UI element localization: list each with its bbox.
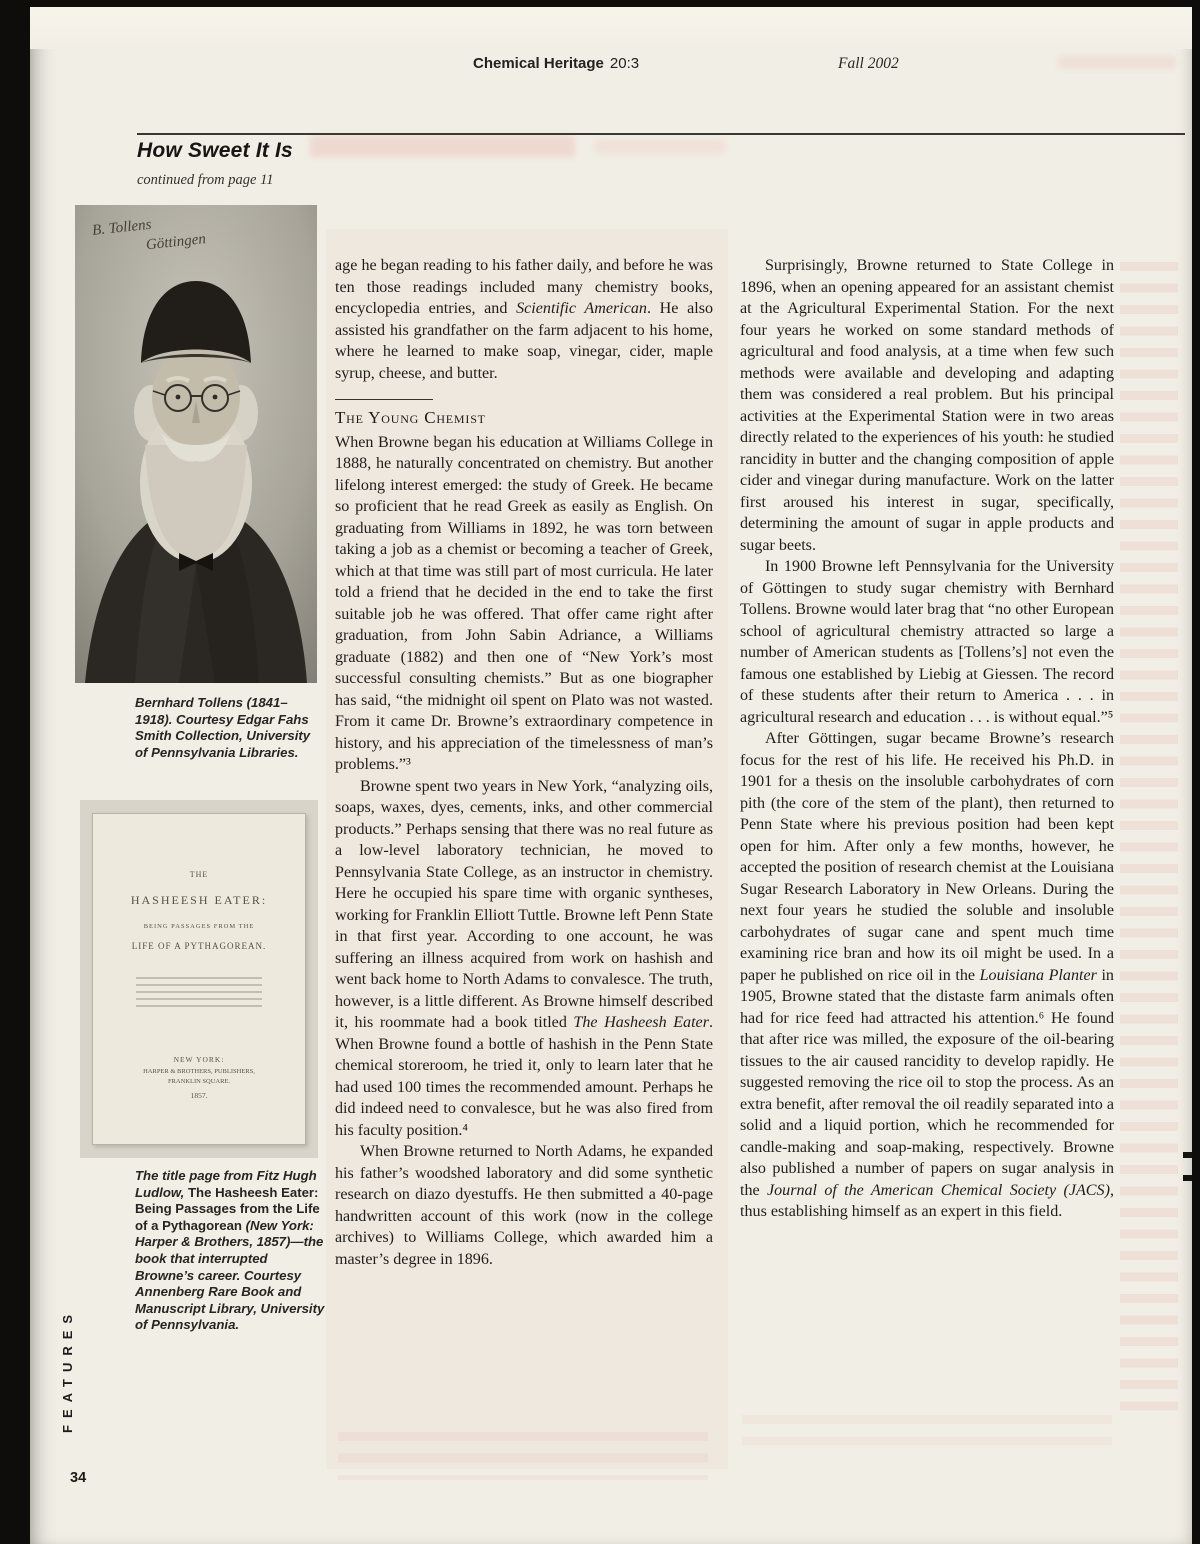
title-rule (137, 133, 1185, 135)
running-head-left (473, 55, 639, 72)
portrait-illustration (75, 205, 317, 683)
article-paragraph: When Browne began his education at Williams College in 1888, he naturally concentrated on chemistry. But another lifelong interest emerged: the study of Greek. He became so proficient that he read Greek as easily as English. On graduating from Williams in 1892, he was torn between taking a job as a chemist or becoming a teacher of Greek, which at that time was still part of most curricula. He later told a friend that he decided in the end to take the first suitable job he was offered. That offer came right after graduation, from John Sabin Adriance, a Williams graduate (1882) and then one of “New York’s most successful consulting chemists.” But as one biographer has said, “the midnight oil spent on Plato was not wasted. From it came Dr. Browne’s extraordinary competence in history, and his appreciation of the timelessness of man’s problems.”³ (335, 433, 713, 773)
article-paragraph: When Browne returned to North Adams, he expanded his father’s woodshed laboratory and did some synthetic research on diazo dyestuffs. He then submitted a 40-page handwritten account of this work (now in the college archives) to Williams College, which awarded him a master’s degree in 1896. (335, 1143, 713, 1268)
portrait-photo-tollens (75, 205, 317, 683)
section-heading: The Young Chemist (335, 408, 486, 427)
book-line: HARPER & BROTHERS, PUBLISHERS, (143, 1068, 255, 1075)
continued-note: continued from page 11 (137, 172, 274, 188)
article-column-middle (335, 255, 713, 1270)
issue-number: 20:3 (609, 55, 640, 72)
book-line: FRANKLIN SQUARE. (167, 1078, 231, 1085)
book-line: LIFE OF A PYTHAGOREAN. (131, 941, 267, 951)
book-title-page-photo (80, 800, 318, 1158)
book-line: BEING PASSAGES FROM THE (143, 923, 255, 930)
inscription-line: Göttingen (145, 231, 207, 254)
bleed-through-ghost (595, 139, 725, 154)
section-heading-rule (335, 399, 433, 400)
section-label-features: FEATURES (60, 1307, 75, 1433)
article-paragraph: age he began reading to his father daily, and before he was ten those readings included many chemistry books, encyclopedia entries, and Scientific American. He also assisted his grandfather on the farm adjacent to his home, where he learned to make soap, vinegar, cider, maple syrup, cheese, and butter. (335, 257, 714, 382)
book-line: NEW YORK: (173, 1055, 225, 1064)
journal-name: Chemical Heritage (473, 55, 604, 72)
inscription-line: B. Tollens (91, 216, 153, 239)
article-paragraph: Surprisingly, Browne returned to State College in 1896, when an opening appeared for an assistant chemist at the Agricultural Experimental Station. For the next four years he worked on some standard methods of agricultural and food analysis, at a time when few such methods were available and developing and adapting them was considered a real problem. But his principal activities at the Experimental Station were in two areas directly related to the experiences of his youth: he studied rancidity in butter and the changing composition of apple cider and vinegar during manufacture. Work on the latter first aroused his interest in sugar, specifically, determining the amount of sugar in apple products and sugar beets. (740, 257, 1114, 554)
bleed-through-ghost (310, 136, 575, 157)
article-paragraph: After Göttingen, sugar became Browne’s research focus for the rest of his life. He received his Ph.D. in 1901 for a thesis on the insoluble carbohydrates of corn pith (the core of the stem of the plant), then returned to Penn State where his previous position had been kept open for him. After only a few months, however, he accepted the position of research chemist at the Louisiana Sugar Research Laboratory in New Orleans. During the next four years he studied the soluble and insoluble carbohydrates of sugar cane and spent much time examining rice bran and how its oil might be used. In a paper he published on rice oil in the Louisiana Planter in 1905, Browne stated that the distaste farm animals often had for rice feed had attracted his attention.⁶ He found that after rice was milled, the exposure of the oil-bearing tissues to the air caused rancidity to develop rapidly. He suggested removing the rice oil to stop the process. As an extra benefit, after removal the oil readily separated into a solid and a liquid portion, which he recommended for candle-making and soap-making, respectively. Browne also published a number of papers on sugar analysis in the Journal of the American Chemical Society (JACS), thus establishing himself as an expert in this field. (740, 730, 1114, 1220)
bleed-through-lines (742, 1415, 1112, 1455)
portrait-caption: Bernhard Tollens (1841–1918). Courtesy Edgar Fahs Smith Collection, University of Pennsylvania Libraries. (135, 695, 311, 760)
magazine-page (30, 7, 1192, 1544)
issue-season: Fall 2002 (838, 55, 899, 72)
article-paragraph: In 1900 Browne left Pennsylvania for the University of Göttingen to study sugar chemistry with Bernhard Tollens. Browne would later brag that “no other European school of agricultural chemistry attracted so large a number of American students as [Tollens’s] not even the famous one established by Liebig at Giessen. The record of these students after their return to America . . . in agricultural research and education . . . is without equal.”⁵ (740, 558, 1114, 726)
article-title: How Sweet It Is (137, 139, 293, 162)
book-line: THE (189, 870, 209, 879)
book-title-page (92, 813, 306, 1145)
article-paragraph: Browne spent two years in New York, “analyzing oils, soaps, waxes, dyes, cements, inks, and other commercial products.” Perhaps sensing that there was no real future as a low-level laboratory technician, he moved to Pennsylvania State College, as an instructor in chemistry. Here he occupied his spare time with organic syntheses, working for Franklin Elliott Tuttle. Browne left Penn State in that first year. According to one account, he was suffering an illness acquired from work on hashish and went back home to North Adams to convalesce. The truth, however, is a little different. As Browne himself described it, his roommate had a book titled The Hasheesh Eater. When Browne found a bottle of hashish in the Penn State chemical storeroom, he tried it, only to learn later that he had used 100 times the recommended amount. Perhaps he did indeed need to convalesce, but he was also fired from his faculty position.⁴ (335, 777, 713, 1139)
page-number: 34 (70, 1470, 87, 1486)
bleed-through-ghost (1058, 56, 1176, 69)
article-column-right (740, 255, 1114, 1223)
book-caption: The title page from Fitz Hugh Ludlow, The Hasheesh Eater: Being Passages from the Life of a Pythagorean (New York: Harper & Brothers, 1857)—the book that interrupted Browne’s career. Courtesy Annenberg Rare Book and Manuscript Library, University of Pennsylvania. (135, 1168, 325, 1333)
bleed-through-lines (338, 1432, 708, 1480)
book-epigraph-placeholder (136, 977, 262, 1011)
scan-registration-tick (1183, 1175, 1192, 1181)
book-line: HASHEESH EATER: (130, 893, 268, 907)
scan-registration-tick (1183, 1152, 1192, 1158)
bleed-through-lines (1120, 262, 1178, 1412)
book-line: 1857. (190, 1091, 208, 1100)
